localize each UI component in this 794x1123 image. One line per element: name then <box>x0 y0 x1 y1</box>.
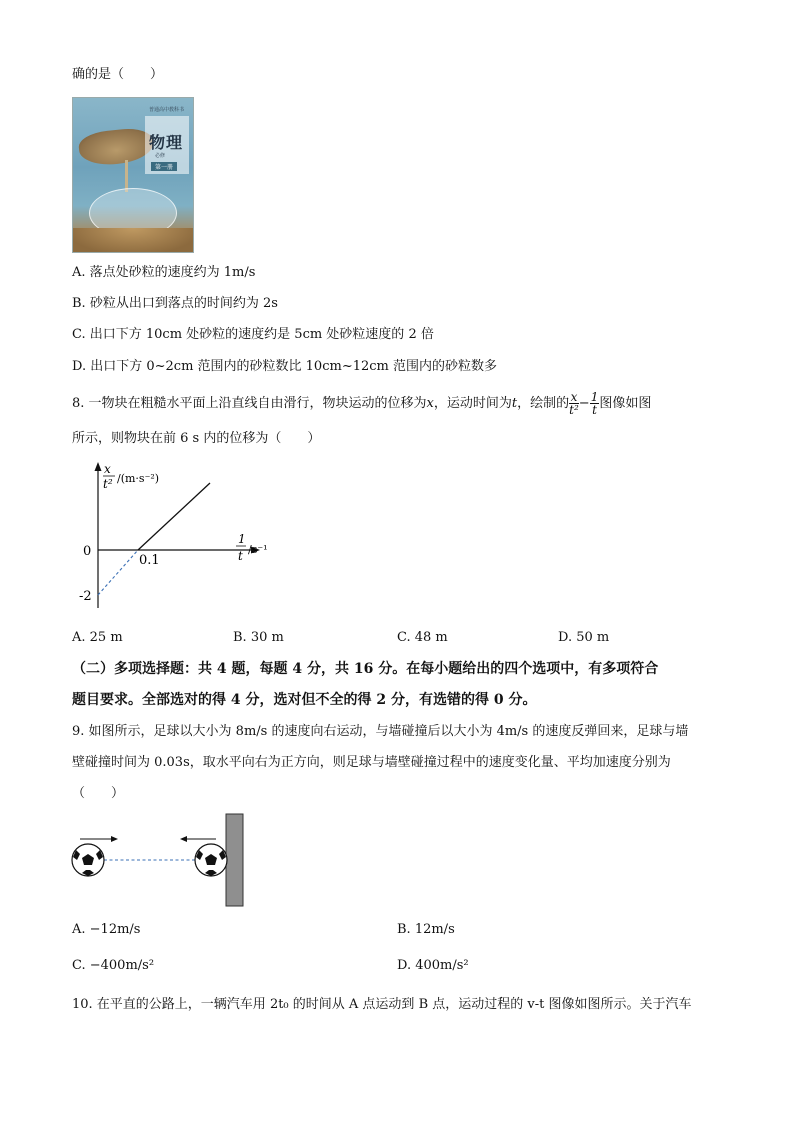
q8-graph-solid-line <box>138 483 210 550</box>
q8-line1 <box>72 386 651 422</box>
left-arrow-head <box>180 836 187 842</box>
q7-option-a: A. 落点处砂粒的速度约为 1m/s <box>72 265 256 280</box>
q8-graph-ylabel-den: t² <box>103 477 113 491</box>
q8-graph-x-tick: 0.1 <box>139 553 160 568</box>
section2-header-line2: 题目要求。全部选对的得 4 分，选对但不全的得 2 分，有选错的得 0 分。 <box>72 692 537 708</box>
q8-graph-origin-label: 0 <box>83 544 92 559</box>
soccer-ball-right-icon <box>195 844 227 876</box>
q8-fraction-1-over-t: $\frac{1}{t}$ <box>590 390 599 417</box>
right-arrow-head <box>111 836 118 842</box>
q8-text-d: 图像如图 <box>599 396 652 411</box>
q7-option-c: C. 出口下方 10cm 处砂粒的速度约是 5cm 处砂粒速度的 2 倍 <box>72 327 434 342</box>
cover-title: 物理 <box>149 133 184 152</box>
q9-line3: （ ） <box>72 786 125 801</box>
hourglass-sand-bottom <box>73 228 193 252</box>
q8-var-t: t <box>511 396 518 411</box>
q10-line1: 10. 在平直的公路上，一辆汽车用 2t₀ 的时间从 A 点运动到 B 点，运动过程的 v-t 图像如图所示。关于汽车 <box>72 997 692 1012</box>
q8-graph-xlabel-den: t <box>238 549 243 563</box>
cover-volume: 第一册 <box>151 162 177 171</box>
q8-text-c: ，绘制的 <box>517 396 570 411</box>
section2-header-line1: （二）多项选择题：共 4 题，每题 4 分，共 16 分。在每小题给出的四个选项中，有多项符合 <box>72 661 659 677</box>
q8-graph-ylabel-unit: /(m·s⁻²) <box>117 472 160 485</box>
q8-text-b: ，运动时间为 <box>433 396 512 411</box>
cover-subtitle: 必修 <box>155 153 166 159</box>
q8-graph-ylabel-num: x <box>104 462 111 476</box>
q9-option-d: D. 400m/s² <box>397 958 469 973</box>
q9-figure <box>70 810 250 910</box>
q8-option-d: D. 50 m <box>558 630 610 645</box>
textbook-cover-image <box>72 97 194 253</box>
q8-graph-xlabel-unit: /s⁻¹ <box>248 543 268 556</box>
q8-graph <box>70 458 300 618</box>
q8-option-c: C. 48 m <box>397 630 448 645</box>
q9-option-c: C. −400m/s² <box>72 958 155 973</box>
q8-graph-dashed-extension <box>98 550 138 595</box>
q8-option-b: B. 30 m <box>233 630 284 645</box>
q8-minus: − <box>578 396 590 411</box>
q9-line2: 壁碰撞时间为 0.03s，取水平向右为正方向，则足球与墙壁碰撞过程中的速度变化量、平均加速度分别为 <box>72 755 671 770</box>
q9-option-a: A. −12m/s <box>72 922 141 937</box>
q7-option-b: B. 砂粒从出口到落点的时间约为 2s <box>72 296 278 311</box>
q7-intro: 确的是（ ） <box>72 67 164 82</box>
soccer-ball-left-icon <box>72 844 104 876</box>
q8-fraction-x-over-t2: $\frac{x}{\text{t²}}$ <box>569 390 579 417</box>
q9-option-b: B. 12m/s <box>397 922 455 937</box>
q7-option-d: D. 出口下方 0~2cm 范围内的砂粒数比 10cm~12cm 范围内的砂粒数多 <box>72 359 497 374</box>
cover-series-text: 普通高中教科书 <box>149 107 185 113</box>
q8-text-a: 8. 一物块在粗糙水平面上沿直线自由滑行，物块运动的位移为 <box>72 396 427 411</box>
q8-graph-xlabel-num: 1 <box>238 532 246 546</box>
hourglass-sand-top <box>77 126 154 168</box>
q8-graph-y-arrow <box>95 462 102 471</box>
q9-line1: 9. 如图所示，足球以大小为 8m/s 的速度向右运动，与墙碰撞后以大小为 4m/s 的速度反弹回来，足球与墙 <box>72 724 689 739</box>
wall <box>226 814 243 906</box>
q8-line2: 所示，则物块在前 6 s 内的位移为（ ） <box>72 431 321 446</box>
q8-option-a: A. 25 m <box>72 630 123 645</box>
q8-var-x: x <box>426 396 434 411</box>
q8-graph-y-tick: -2 <box>79 589 92 604</box>
